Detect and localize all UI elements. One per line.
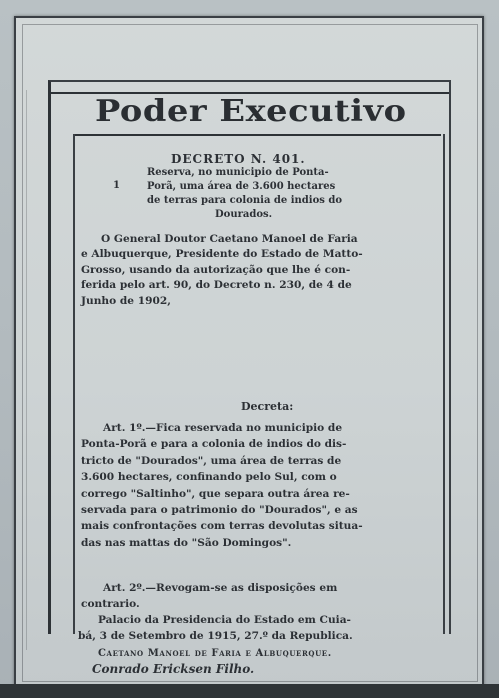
preamble-line: ferida pelo art. 90, do Decreto n. 230, de 4 de bbox=[81, 279, 352, 292]
summary-line: Dourados. bbox=[215, 209, 273, 220]
article-line: contrario. bbox=[81, 598, 140, 610]
article-line: mais confrontações com terras devolutas situa- bbox=[81, 520, 363, 533]
closing-line: Palacio da Presidencia do Estado em Cuia- bbox=[98, 614, 351, 626]
summary-line: de terras para colonia de indios do bbox=[147, 195, 343, 206]
preamble-line: e Albuquerque, Presidente do Estado de Matto- bbox=[81, 248, 363, 261]
article-2 bbox=[81, 580, 337, 612]
scan-bottom-edge bbox=[0, 684, 499, 698]
closing-block bbox=[78, 612, 353, 644]
signature-governor: Caetano Manoel de Faria e Albuquerque. bbox=[98, 648, 332, 659]
closing-line: bá, 3 de Setembro de 1915, 27.º da Republica. bbox=[78, 630, 353, 642]
binding-shadow bbox=[26, 90, 27, 650]
summary-line: Reserva, no municipio de Ponta- bbox=[147, 167, 329, 178]
section-title: Poder Executivo bbox=[95, 94, 407, 129]
article-line: 3.600 hectares, confinando pelo Sul, com o bbox=[81, 471, 337, 484]
preamble-line: Junho de 1902, bbox=[81, 294, 171, 307]
article-1 bbox=[81, 420, 363, 551]
preamble-line: O General Doutor Caetano Manoel de Faria bbox=[101, 233, 358, 245]
preamble-line: Grosso, usando da autorização que lhe é con- bbox=[81, 263, 351, 276]
decrees-heading: Decreta: bbox=[241, 400, 294, 413]
newspaper-clipping bbox=[48, 80, 451, 634]
summary-line: Porã, uma área de 3.600 hectares bbox=[147, 181, 336, 192]
article-line: servada para o patrimonio do "Dourados", e as bbox=[81, 504, 358, 517]
decree-summary bbox=[147, 166, 342, 222]
article-line: Art. 2º.—Revogam-se as disposições em bbox=[103, 582, 338, 594]
article-line: corrego "Saltinho", que separa outra área re- bbox=[81, 487, 350, 500]
article-line: Ponta-Porã e para a colonia de indios do dis- bbox=[81, 438, 347, 451]
article-line: Art. 1º.—Fica reservada no municipio de bbox=[103, 422, 343, 434]
decree-number: DECRETO N. 401. bbox=[171, 152, 306, 166]
margin-mark: 1 bbox=[113, 180, 120, 191]
article-line: das nas mattas do "São Domingos". bbox=[81, 536, 292, 549]
preamble bbox=[81, 232, 363, 309]
article-line: tricto de "Dourados", uma área de terras de bbox=[81, 454, 342, 467]
signature-secretary: Conrado Ericksen Filho. bbox=[92, 662, 255, 676]
